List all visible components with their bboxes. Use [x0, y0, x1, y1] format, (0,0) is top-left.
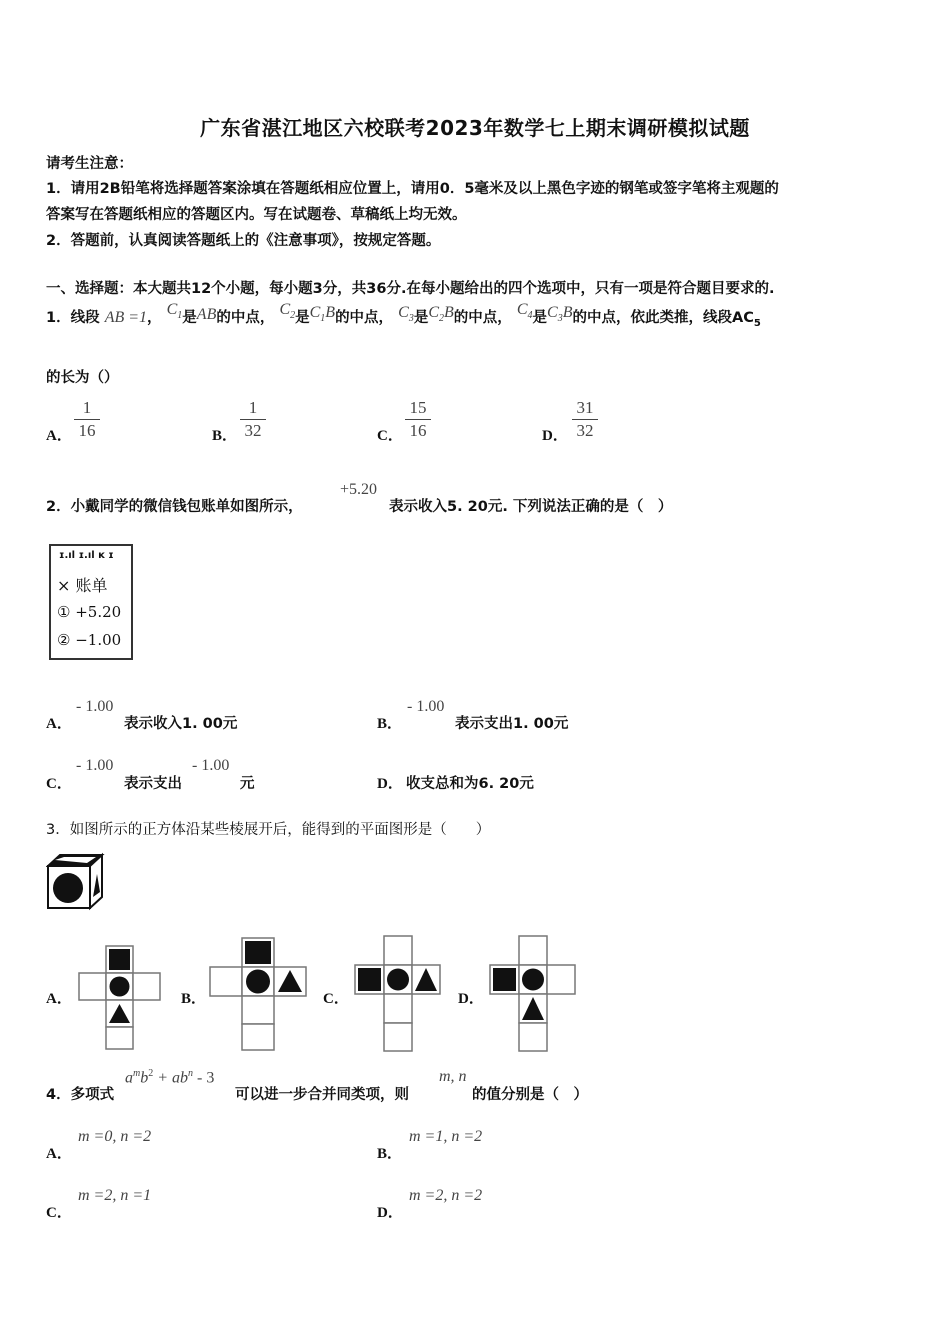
wallet-bill-image: [49, 544, 133, 660]
q1-option-b-fraction: [240, 398, 266, 441]
question-4-text-2: 可以进一步合并同类项，则: [235, 1087, 409, 1103]
q1-c1-sub: 1: [177, 310, 183, 322]
q2-option-a-label[interactable]: A．: [46, 716, 72, 732]
q1-c2b: [428, 304, 454, 325]
q1-c2b-b: B: [444, 304, 454, 321]
q1-d-num: 31: [576, 398, 594, 417]
q4-poly-plus: + ab: [153, 1069, 189, 1087]
q4-option-b-label[interactable]: B．: [377, 1146, 403, 1162]
q1-ab-eq: AB =1: [104, 309, 148, 326]
q1-a-bar: [74, 419, 100, 420]
q1-is-3: 是: [413, 310, 429, 326]
q3-net-c: [352, 934, 444, 1054]
q2-option-b-value: - 1.00: [407, 698, 445, 715]
q1-option-a-label[interactable]: A．: [46, 428, 72, 444]
q1-mid-2: 的中点，: [335, 310, 394, 326]
q1-c4-sub: 4: [527, 310, 533, 322]
q4-option-c-label[interactable]: C．: [46, 1205, 72, 1221]
question-1-line2: 的长为（）: [46, 370, 119, 386]
q1-c3b-sub: 3: [557, 313, 563, 325]
q4-polynomial: [125, 1068, 214, 1087]
cube-figure: [46, 852, 106, 912]
q2-option-c-value: - 1.00: [76, 757, 114, 774]
q1-c3-sub: 3: [408, 313, 414, 325]
q4-poly-2: 2: [148, 1068, 154, 1079]
q1-c-den: 16: [409, 421, 427, 440]
q1-comma: ，: [147, 310, 162, 326]
q1-option-d-fraction: [572, 398, 598, 441]
q1-c1b-letter: C: [309, 304, 321, 321]
q1-mid-3: 的中点，: [453, 310, 512, 326]
q3-option-c-label[interactable]: C．: [323, 991, 349, 1007]
q1-c3b-b: B: [562, 304, 573, 321]
q1-option-c-fraction: [405, 398, 431, 441]
net-d-circle: [522, 969, 544, 991]
section-heading: 一、选择题：本大题共12个小题，每小题3分，共36分.在每小题给出的四个选项中，只有一项是符合题目要求的.: [46, 281, 775, 297]
net-c-square: [358, 968, 381, 991]
net-c-circle: [387, 969, 409, 991]
q1-d-den: 32: [576, 421, 594, 440]
net-b-square: [245, 941, 271, 964]
q1-mid-1: 的中点，: [216, 310, 275, 326]
q1-d-bar: [572, 419, 598, 420]
q4-poly-a: a: [125, 1069, 133, 1087]
q2-option-a-text: 表示收入1. 00元: [124, 716, 238, 732]
bill-row-2: ② −1.00: [57, 631, 122, 649]
q4-poly-m: m: [133, 1068, 141, 1079]
q1-c3b: [547, 304, 573, 325]
q1-tail: 的中点，依此类推，线段AC: [572, 310, 754, 326]
q1-tail-sub: 5: [753, 318, 761, 330]
q1-c4-letter: C: [516, 301, 528, 318]
question-1-stem: [46, 301, 761, 330]
q1-c1b-sub: 1: [320, 313, 326, 325]
q3-option-a-label[interactable]: A．: [46, 991, 72, 1007]
q3-option-d-label[interactable]: D．: [458, 991, 484, 1007]
q2-option-d-label[interactable]: D．: [377, 776, 403, 792]
bill-row-1: ① +5.20: [57, 603, 122, 621]
cube-circle: [53, 873, 83, 903]
q1-a-num: 1: [82, 398, 92, 417]
net-a-square: [109, 949, 130, 970]
q2-option-c-value-2: - 1.00: [192, 757, 230, 774]
notice-line-2: 2．答题前，认真阅读答题纸上的《注意事项》，按规定答题。: [46, 233, 441, 249]
q4-option-d-value: m =2, n =2: [409, 1187, 483, 1204]
q4-poly-b: b: [140, 1069, 149, 1087]
q2-option-b-label[interactable]: B．: [377, 716, 403, 732]
q1-c-bar: [405, 419, 431, 420]
question-3-text: 3．如图所示的正方体沿某些棱展开后，能得到的平面图形是（ ）: [46, 822, 491, 838]
q3-net-b: [208, 935, 310, 1053]
q1-text: 1．线段: [46, 310, 100, 326]
q4-option-c-value: m =2, n =1: [78, 1187, 152, 1204]
net-b-circle: [246, 970, 270, 994]
q4-option-a-label[interactable]: A．: [46, 1146, 72, 1162]
question-2-text-2: 表示收入5. 20元. 下列说法正确的是（ ）: [389, 499, 673, 515]
q2-option-d-text: 收支总和为6. 20元: [406, 776, 534, 792]
q1-c1-letter: C: [166, 301, 178, 318]
question-4-text-3: 的值分别是（ ）: [472, 1087, 588, 1103]
q1-c4: [516, 301, 533, 322]
q3-option-b-label[interactable]: B．: [181, 991, 207, 1007]
q1-c2b-sub: 2: [439, 313, 444, 325]
q2-option-a-value: - 1.00: [76, 698, 114, 715]
q1-c2b-letter: C: [428, 304, 439, 321]
q2-option-c-label[interactable]: C．: [46, 776, 72, 792]
q4-option-a-value: m =0, n =2: [78, 1128, 152, 1145]
q2-option-b-text: 表示支出1. 00元: [455, 716, 569, 732]
q2-value: +5.20: [340, 481, 378, 498]
q1-c3b-letter: C: [547, 304, 558, 321]
net-d-square: [493, 968, 516, 991]
q2-option-c-text: 表示支出: [124, 776, 182, 792]
net-a-circle: [110, 977, 130, 997]
bill-title: × 账单: [57, 576, 108, 595]
q4-poly-minus: - 3: [193, 1069, 215, 1087]
notice-line-1b: 答案写在答题纸相应的答题区内。写在试题卷、草稿纸上均无效。: [46, 207, 467, 223]
q1-c1: [166, 301, 183, 322]
q1-a-den: 16: [78, 421, 96, 440]
notice-heading: 请考生注意：: [46, 156, 133, 172]
notice-line-1a: 1．请用2B铅笔将选择题答案涂填在答题纸相应位置上，请用0．5毫米及以上黑色字迹的钢笔或签字笔将主观题的: [46, 181, 779, 197]
q1-b-bar: [240, 419, 266, 420]
q3-net-a: [74, 944, 166, 1052]
q1-option-d-label[interactable]: D．: [542, 428, 568, 444]
q4-poly-n: n: [188, 1068, 194, 1079]
status-bar: ɪ.ıl ɪ.ıl ĸ ɪ: [59, 550, 114, 561]
q1-c2-sub: 2: [290, 310, 296, 322]
q4-mn: m, n: [439, 1068, 467, 1085]
q4-option-d-label[interactable]: D．: [377, 1205, 403, 1221]
q1-option-a-fraction: [74, 398, 100, 441]
q1-option-c-label[interactable]: C．: [377, 428, 403, 444]
q1-b-num: 1: [248, 398, 258, 417]
q1-ab: AB: [196, 306, 217, 323]
q4-option-b-value: m =1, n =2: [409, 1128, 483, 1145]
question-2-text: 2．小戴同学的微信钱包账单如图所示，: [46, 499, 303, 515]
page-title: 广东省湛江地区六校联考2023年数学七上期末调研模拟试题: [200, 116, 750, 140]
q2-option-c-text-2: 元: [240, 776, 255, 792]
q1-c1b: [309, 304, 336, 325]
q1-c2-letter: C: [279, 301, 291, 318]
q3-net-d: [487, 934, 579, 1054]
q1-is: 是: [182, 310, 197, 326]
q1-c1b-b: B: [325, 304, 336, 321]
q1-c2: [279, 301, 296, 322]
q1-is-2: 是: [295, 310, 310, 326]
q1-c-num: 15: [409, 398, 427, 417]
q1-c3-letter: C: [398, 304, 409, 321]
q1-c3: [398, 304, 414, 325]
question-4-text: 4．多项式: [46, 1087, 115, 1103]
q1-option-b-label[interactable]: B．: [212, 428, 238, 444]
q1-is-4: 是: [532, 310, 548, 326]
q1-b-den: 32: [244, 421, 262, 440]
